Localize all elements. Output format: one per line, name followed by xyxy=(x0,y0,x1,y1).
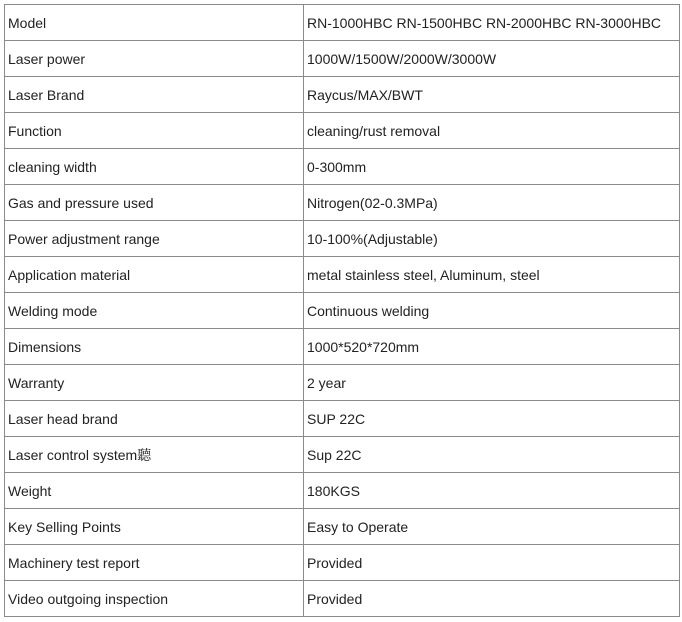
spec-table xyxy=(4,4,680,617)
spec-value: Provided xyxy=(304,545,680,581)
spec-label: Laser power xyxy=(5,41,304,77)
spec-value: Provided xyxy=(304,581,680,617)
spec-label: Weight xyxy=(5,473,304,509)
table-row xyxy=(5,149,680,185)
spec-value: 0-300mm xyxy=(304,149,680,185)
spec-label: Power adjustment range xyxy=(5,221,304,257)
spec-value: 1000*520*720mm xyxy=(304,329,680,365)
spec-value: 180KGS xyxy=(304,473,680,509)
spec-label: Dimensions xyxy=(5,329,304,365)
table-row xyxy=(5,437,680,473)
spec-value: RN-1000HBC RN-1500HBC RN-2000HBC RN-3000HBC xyxy=(304,5,680,41)
spec-value: cleaning/rust removal xyxy=(304,113,680,149)
table-row xyxy=(5,401,680,437)
spec-label: Function xyxy=(5,113,304,149)
table-row xyxy=(5,473,680,509)
table-row xyxy=(5,293,680,329)
table-row xyxy=(5,113,680,149)
spec-value: 1000W/1500W/2000W/3000W xyxy=(304,41,680,77)
spec-label: Welding mode xyxy=(5,293,304,329)
table-row xyxy=(5,221,680,257)
table-row xyxy=(5,77,680,113)
spec-value: Continuous welding xyxy=(304,293,680,329)
spec-value: 2 year xyxy=(304,365,680,401)
spec-label: Laser head brand xyxy=(5,401,304,437)
spec-label: Warranty xyxy=(5,365,304,401)
table-row xyxy=(5,41,680,77)
spec-value: 10-100%(Adjustable) xyxy=(304,221,680,257)
spec-label: Key Selling Points xyxy=(5,509,304,545)
spec-label: Application material xyxy=(5,257,304,293)
spec-label: Laser control system聽 xyxy=(5,437,304,473)
spec-value: metal stainless steel, Aluminum, steel xyxy=(304,257,680,293)
table-row xyxy=(5,5,680,41)
table-row xyxy=(5,545,680,581)
table-row xyxy=(5,185,680,221)
spec-label: cleaning width xyxy=(5,149,304,185)
spec-value: Nitrogen(02-0.3MPa) xyxy=(304,185,680,221)
spec-label: Laser Brand xyxy=(5,77,304,113)
spec-value: Easy to Operate xyxy=(304,509,680,545)
table-row xyxy=(5,257,680,293)
table-row xyxy=(5,509,680,545)
spec-value: Raycus/MAX/BWT xyxy=(304,77,680,113)
table-row xyxy=(5,365,680,401)
spec-label: Video outgoing inspection xyxy=(5,581,304,617)
spec-label: Gas and pressure used xyxy=(5,185,304,221)
spec-value: Sup 22C xyxy=(304,437,680,473)
spec-label: Machinery test report xyxy=(5,545,304,581)
table-row xyxy=(5,581,680,617)
spec-value: SUP 22C xyxy=(304,401,680,437)
spec-table-body xyxy=(5,5,680,617)
table-row xyxy=(5,329,680,365)
spec-label: Model xyxy=(5,5,304,41)
